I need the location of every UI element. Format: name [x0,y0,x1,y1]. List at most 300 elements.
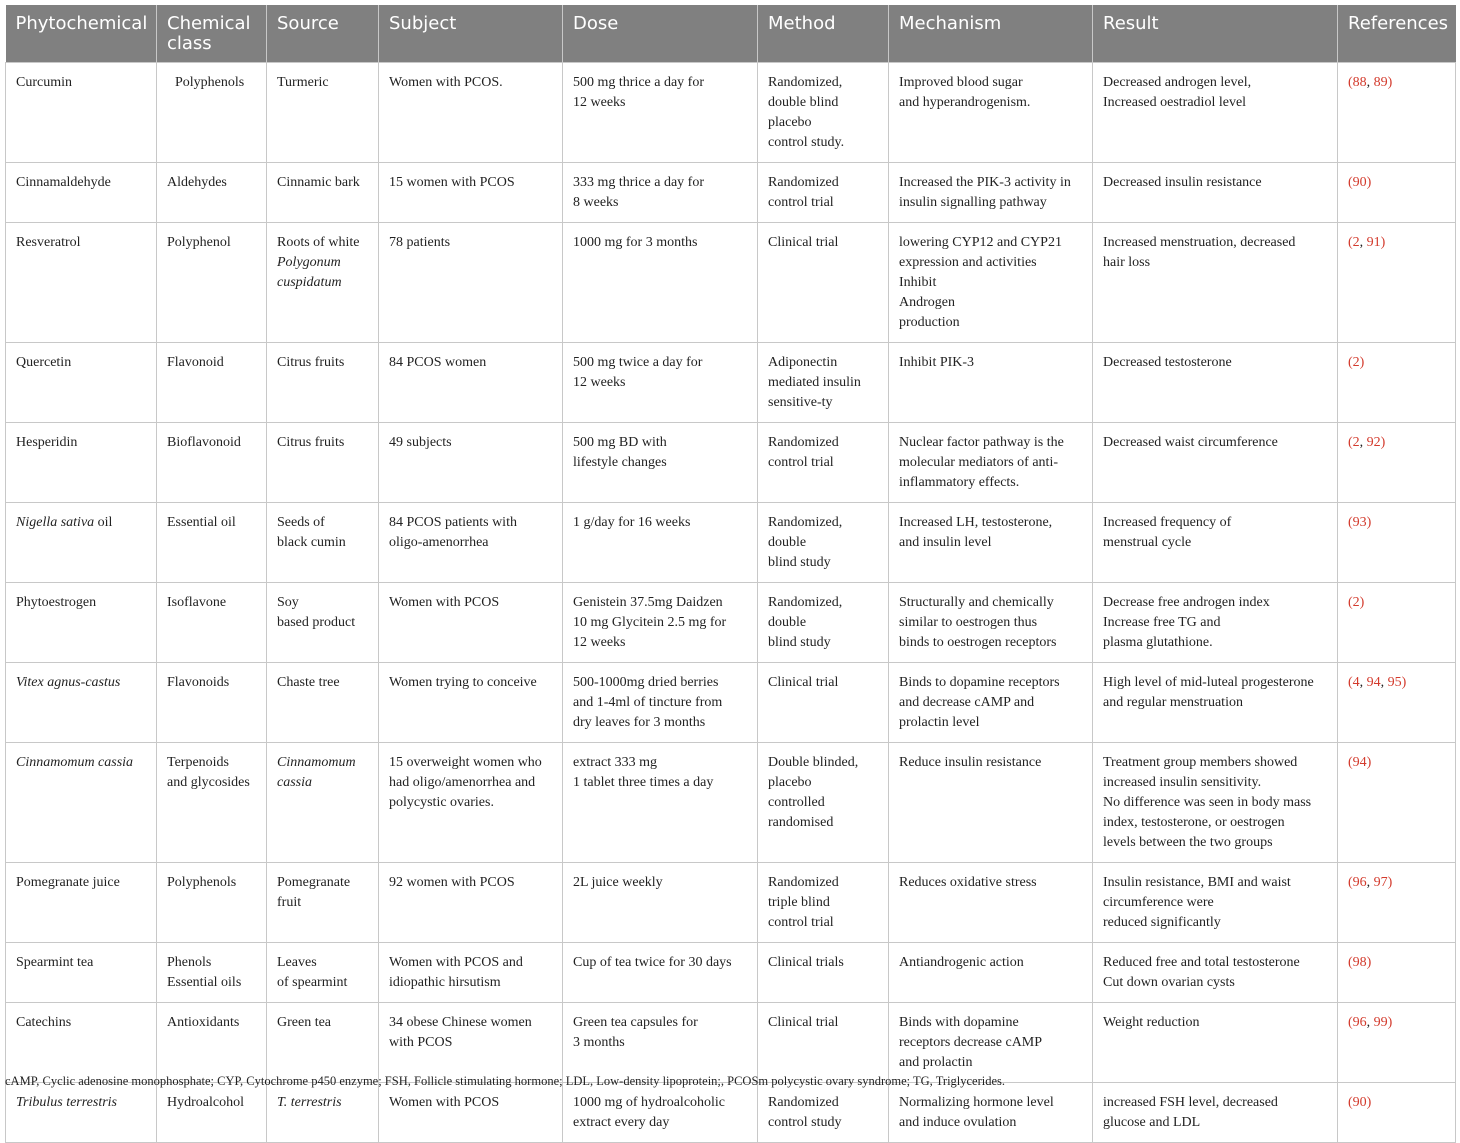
cell-line: Decreased testosterone [1103,355,1232,370]
cell-subject [379,503,563,583]
cell-line: randomised [768,815,834,830]
cell-source [267,63,379,163]
cell-result [1093,943,1338,1003]
cell-dose [563,163,758,223]
cell-method [758,663,889,743]
cell-line: cuspidatum [277,275,342,290]
column-header-mechanism: Mechanism [889,5,1093,63]
cell-line: Seeds of [277,515,325,530]
cell-line: Structurally and chemically [899,595,1054,610]
cell-line: and glycosides [167,775,250,790]
cell-line: 2L juice weekly [573,875,663,890]
cell-line: and prolactin [899,1055,973,1070]
table-row [6,63,1456,163]
cell-chemical-class [157,583,267,663]
column-header-subject: Subject [379,5,563,63]
cell-line: based product [277,615,356,630]
cell-line: 15 women with PCOS [389,175,515,190]
cell-dose [563,1083,758,1143]
cell-chemical-class [157,663,267,743]
cell-line: Androgen [899,295,955,310]
cell-method [758,1083,889,1143]
cell-line: Treatment group members showed [1103,755,1298,770]
cell-line: 3 months [573,1035,625,1050]
cell-line: Cinnamaldehyde [16,175,111,190]
cell-subject [379,163,563,223]
table-row [6,743,1456,863]
table-row [6,1003,1456,1083]
cell-result [1093,423,1338,503]
cell-dose [563,1003,758,1083]
cell-dose [563,63,758,163]
cell-line: Reduced free and total testosterone [1103,955,1300,970]
cell-mechanism [889,1083,1093,1143]
cell-references: (94) [1338,743,1456,863]
cell-line: molecular mediators of anti- [899,455,1058,470]
cell-method [758,223,889,343]
cell-chemical-class [157,943,267,1003]
cell-line: blind study [768,555,831,570]
cell-line: Cinnamic bark [277,175,360,190]
column-header-result: Result [1093,5,1338,63]
cell-references: (4, 94, 95) [1338,663,1456,743]
cell-line: oligo-amenorrhea [389,535,489,550]
cell-line: lowering CYP12 and CYP21 [899,235,1062,250]
cell-references: (96, 97) [1338,863,1456,943]
cell-mechanism [889,663,1093,743]
cell-line: of spearmint [277,975,348,990]
reference-link[interactable]: 91 [1366,235,1381,250]
cell-subject [379,1003,563,1083]
cell-source [267,743,379,863]
cell-method [758,583,889,663]
cell-line: Insulin resistance, BMI and waist [1103,875,1291,890]
cell-chemical-class [157,423,267,503]
cell-line: Citrus fruits [277,435,345,450]
cell-source [267,663,379,743]
cell-line: Hydroalcohol [167,1095,244,1110]
column-header-dose: Dose [563,5,758,63]
cell-line: Randomized, [768,75,843,90]
cell-line: and hyperandrogenism. [899,95,1031,110]
cell-line: Flavonoids [167,675,230,690]
reference-link[interactable]: 96 [1352,1015,1367,1030]
table-row [6,583,1456,663]
cell-line: Decreased insulin resistance [1103,175,1262,190]
column-header-chemical-class: Chemical class [157,5,267,63]
cell-line: 1 tablet three times a day [573,775,714,790]
cell-source [267,1083,379,1143]
cell-phytochemical [6,343,157,423]
cell-line: 15 overweight women who [389,755,542,770]
cell-chemical-class [157,343,267,423]
cell-phytochemical [6,423,157,503]
cell-line: Phytoestrogen [16,595,97,610]
cell-line: similar to oestrogen thus [899,615,1038,630]
cell-line: control trial [768,195,834,210]
reference-link[interactable]: 93 [1352,515,1367,530]
cell-line: and 1-4ml of tincture from [573,695,723,710]
cell-line: Women with PCOS. [389,75,503,90]
cell-line: Decreased waist circumference [1103,435,1278,450]
cell-source [267,943,379,1003]
cell-line: Inhibit PIK-3 [899,355,975,370]
cell-line: Reduce insulin resistance [899,755,1042,770]
cell-dose [563,943,758,1003]
cell-mechanism [889,423,1093,503]
cell-line: Curcumin [16,75,72,90]
cell-line: Binds with dopamine [899,1015,1019,1030]
cell-line: Tribulus terrestris [16,1095,118,1110]
cell-line: Increased menstruation, decreased [1103,235,1296,250]
cell-line: Double blinded, [768,755,859,770]
cell-dose [563,663,758,743]
cell-line: 500 mg BD with [573,435,667,450]
cell-subject [379,1083,563,1143]
cell-phytochemical [6,223,157,343]
column-header-method: Method [758,5,889,63]
reference-link[interactable]: 2 [1352,355,1360,370]
column-header-references: References [1338,5,1456,63]
reference-link[interactable]: 2 [1352,235,1360,250]
table-row [6,663,1456,743]
cell-line: Flavonoid [167,355,224,370]
cell-line: with PCOS [389,1035,453,1050]
cell-mechanism [889,163,1093,223]
cell-line: menstrual cycle [1103,535,1192,550]
cell-line: extract every day [573,1115,670,1130]
cell-line: No difference was seen in body mass [1103,795,1312,810]
cell-subject [379,663,563,743]
cell-line: Clinical trial [768,675,839,690]
cell-line: dry leaves for 3 months [573,715,706,730]
cell-line: Polyphenols [167,875,237,890]
cell-line: 1000 mg of hydroalcoholic [573,1095,726,1110]
cell-line: 78 patients [389,235,451,250]
cell-subject [379,343,563,423]
cell-references: (2) [1338,343,1456,423]
cell-line: T. terrestris [277,1095,342,1110]
cell-mechanism [889,503,1093,583]
reference-link[interactable]: 89 [1373,75,1388,90]
cell-phytochemical [6,503,157,583]
cell-line: Quercetin [16,355,72,370]
cell-source [267,863,379,943]
cell-references: (98) [1338,943,1456,1003]
cell-phytochemical [6,63,157,163]
cell-line: Leaves [277,955,317,970]
cell-method [758,343,889,423]
cell-line: levels between the two groups [1103,835,1273,850]
cell-dose [563,343,758,423]
cell-line: Reduces oxidative stress [899,875,1037,890]
table-row [6,163,1456,223]
cell-line: and insulin level [899,535,992,550]
cell-line: Clinical trial [768,1015,839,1030]
cell-line: Improved blood sugar [899,75,1023,90]
cell-result [1093,743,1338,863]
cell-line: 333 mg thrice a day for [573,175,705,190]
table-footnote: cAMP, Cyclic adenosine monophosphate; CYP, Cytochrome p450 enzyme; FSH, Follicle stimulating hormone; LDL, Low-density lipoprotein;, PCOSm polycystic ovary syndrome; TG, Triglycerides. [5,1074,1006,1088]
table-row [6,943,1456,1003]
cell-line: Aldehydes [167,175,227,190]
cell-line: mediated insulin [768,375,861,390]
cell-line: Weight reduction [1103,1015,1200,1030]
cell-line: placebo [768,775,812,790]
cell-dose [563,583,758,663]
table-row [6,423,1456,503]
cell-line: increased FSH level, decreased [1103,1095,1278,1110]
reference-link[interactable]: 97 [1373,875,1388,890]
cell-mechanism [889,943,1093,1003]
cell-result [1093,223,1338,343]
reference-link[interactable]: 99 [1373,1015,1388,1030]
cell-line: Terpenoids [167,755,230,770]
cell-line: Vitex agnus-castus [16,675,121,690]
cell-dose [563,503,758,583]
cell-method [758,863,889,943]
cell-line: Resveratrol [16,235,81,250]
cell-subject [379,583,563,663]
cell-line: 500 mg twice a day for [573,355,703,370]
cell-line: and induce ovulation [899,1115,1017,1130]
cell-line: 500-1000mg dried berries [573,675,719,690]
cell-line: Chaste tree [277,675,340,690]
cell-line: Randomized [768,175,839,190]
cell-mechanism [889,743,1093,863]
reference-link[interactable]: 95 [1387,675,1402,690]
cell-source [267,423,379,503]
cell-line: prolactin level [899,715,980,730]
cell-line: Decreased androgen level, [1103,75,1252,90]
cell-chemical-class [157,1003,267,1083]
cell-line: Randomized [768,1095,839,1110]
cell-line: and decrease cAMP and [899,695,1035,710]
cell-line: 500 mg thrice a day for [573,75,705,90]
cell-line: double blind [768,95,839,110]
cell-line: insulin signalling pathway [899,195,1047,210]
cell-line: Turmeric [277,75,329,90]
cell-line: Antioxidants [167,1015,240,1030]
cell-line: Binds to dopamine receptors [899,675,1060,690]
cell-phytochemical [6,943,157,1003]
cell-line: Nigella sativa oil [16,515,113,530]
column-header-phytochemical: Phytochemical [6,5,157,63]
cell-line: Catechins [16,1015,72,1030]
cell-dose [563,423,758,503]
cell-references: (2, 92) [1338,423,1456,503]
cell-line: 1 g/day for 16 weeks [573,515,691,530]
reference-link[interactable]: 98 [1352,955,1367,970]
cell-line: 8 weeks [573,195,619,210]
reference-link[interactable]: 90 [1352,1095,1367,1110]
cell-line: hair loss [1103,255,1151,270]
cell-line: Women trying to conceive [389,675,537,690]
cell-method [758,943,889,1003]
cell-line: 12 weeks [573,95,626,110]
cell-line: plasma glutathione. [1103,635,1213,650]
cell-line: Nuclear factor pathway is the [899,435,1064,450]
cell-line: Cup of tea twice for 30 days [573,955,732,970]
cell-references: (90) [1338,1083,1456,1143]
cell-line: Randomized [768,875,839,890]
cell-line: Genistein 37.5mg Daidzen [573,595,723,610]
cell-line: circumference were [1103,895,1214,910]
cell-line: index, testosterone, or oestrogen [1103,815,1285,830]
reference-link[interactable]: 2 [1352,595,1360,610]
cell-line: fruit [277,895,302,910]
cell-method [758,743,889,863]
reference-link[interactable]: 94 [1352,755,1367,770]
cell-result [1093,163,1338,223]
cell-line: double [768,615,807,630]
cell-source [267,343,379,423]
cell-result [1093,663,1338,743]
cell-dose [563,863,758,943]
cell-line: Adiponectin [768,355,838,370]
table-row [6,223,1456,343]
cell-line: Inhibit [899,275,937,290]
cell-line: cassia [277,775,312,790]
cell-line: Bioflavonoid [167,435,241,450]
cell-line: Soy [277,595,299,610]
cell-line: expression and activities [899,255,1037,270]
cell-method [758,423,889,503]
cell-line: Polygonum [277,255,341,270]
cell-phytochemical [6,663,157,743]
cell-line: binds to oestrogen receptors [899,635,1057,650]
table-row [6,1083,1456,1143]
reference-link[interactable]: 94 [1366,675,1381,690]
cell-method [758,63,889,163]
cell-subject [379,63,563,163]
cell-line: lifestyle changes [573,455,667,470]
cell-line: Pomegranate juice [16,875,120,890]
cell-line: control study. [768,135,845,150]
cell-line: Essential oil [167,515,236,530]
cell-line: 34 obese Chinese women [389,1015,532,1030]
cell-dose [563,223,758,343]
reference-link[interactable]: 4 [1352,675,1360,690]
cell-source [267,223,379,343]
cell-line: 1000 mg for 3 months [573,235,698,250]
cell-line: glucose and LDL [1103,1115,1201,1130]
table-row [6,863,1456,943]
reference-link[interactable]: 90 [1352,175,1367,190]
cell-method [758,163,889,223]
cell-chemical-class [157,223,267,343]
cell-result [1093,63,1338,163]
cell-references: (96, 99) [1338,1003,1456,1083]
cell-line: Randomized, [768,595,843,610]
cell-line: inflammatory effects. [899,475,1020,490]
cell-line: reduced significantly [1103,915,1221,930]
cell-line: 84 PCOS patients with [389,515,517,530]
cell-line: Increased LH, testosterone, [899,515,1053,530]
reference-link[interactable]: 96 [1352,875,1367,890]
cell-line: Essential oils [167,975,242,990]
cell-line: blind study [768,635,831,650]
cell-chemical-class [157,63,267,163]
cell-mechanism [889,63,1093,163]
cell-line: 10 mg Glycitein 2.5 mg for [573,615,727,630]
cell-line: Normalizing hormone level [899,1095,1054,1110]
cell-subject [379,223,563,343]
cell-line: Polyphenol [167,235,231,250]
cell-line: Women with PCOS [389,595,500,610]
cell-result [1093,503,1338,583]
cell-references: (93) [1338,503,1456,583]
reference-link[interactable]: 92 [1366,435,1381,450]
cell-references: (2) [1338,583,1456,663]
cell-line: Randomized, [768,515,843,530]
cell-line: 92 women with PCOS [389,875,515,890]
cell-line: 49 subjects [389,435,452,450]
column-header-source: Source [267,5,379,63]
cell-source [267,583,379,663]
cell-subject [379,743,563,863]
cell-line: Green tea [277,1015,332,1030]
cell-line: Randomized [768,435,839,450]
cell-line: Hesperidin [16,435,78,450]
cell-phytochemical [6,583,157,663]
cell-line: Increased oestradiol level [1103,95,1247,110]
cell-source [267,1003,379,1083]
cell-line: Increased the PIK-3 activity in [899,175,1071,190]
cell-line: Clinical trials [768,955,844,970]
cell-line: Pomegranate [277,875,351,890]
cell-line: placebo [768,115,812,130]
cell-phytochemical [6,743,157,863]
cell-method [758,1003,889,1083]
cell-source [267,503,379,583]
phytochemical-table [5,5,1456,1143]
cell-line: 12 weeks [573,635,626,650]
cell-chemical-class [157,1083,267,1143]
cell-line: control study [768,1115,842,1130]
cell-line: black cumin [277,535,346,550]
cell-line: Cinnamomum [277,755,356,770]
cell-method [758,503,889,583]
cell-line: Women with PCOS [389,1095,500,1110]
cell-result [1093,863,1338,943]
table-row [6,343,1456,423]
cell-line: Clinical trial [768,235,839,250]
cell-phytochemical [6,1083,157,1143]
reference-link[interactable]: 2 [1352,435,1360,450]
cell-references: (2, 91) [1338,223,1456,343]
reference-link[interactable]: 88 [1352,75,1367,90]
cell-line: Decrease free androgen index [1103,595,1270,610]
cell-source [267,163,379,223]
cell-line: Antiandrogenic action [899,955,1024,970]
cell-phytochemical [6,1003,157,1083]
cell-line: and regular menstruation [1103,695,1243,710]
cell-line: 12 weeks [573,375,626,390]
cell-line: Increased frequency of [1103,515,1232,530]
cell-line: 84 PCOS women [389,355,487,370]
cell-line: Citrus fruits [277,355,345,370]
cell-result [1093,343,1338,423]
cell-line: Isoflavone [167,595,227,610]
cell-mechanism [889,863,1093,943]
cell-subject [379,423,563,503]
cell-chemical-class [157,503,267,583]
cell-line: Increase free TG and [1103,615,1221,630]
cell-line: receptors decrease cAMP [899,1035,1043,1050]
cell-line: Women with PCOS and [389,955,523,970]
cell-phytochemical [6,163,157,223]
